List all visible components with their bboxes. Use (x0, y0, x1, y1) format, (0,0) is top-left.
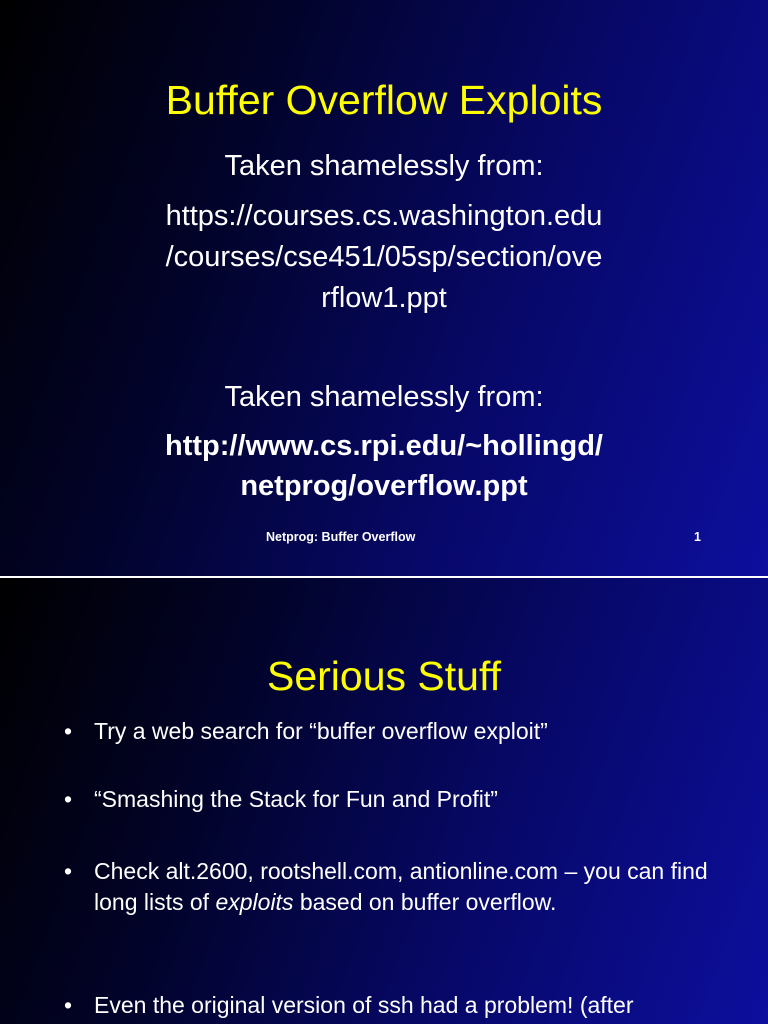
footer-label: Netprog: Buffer Overflow (266, 530, 416, 544)
slide-2 (0, 578, 768, 1024)
source-label: Taken shamelessly from: (224, 150, 544, 182)
bullet-text: Even the original version of ssh had a problem! (after (94, 992, 634, 1018)
bullet-text (94, 856, 714, 918)
bullet-icon: • (64, 786, 73, 812)
bullet-icon: • (64, 718, 73, 744)
source-label: Taken shamelessly from: (224, 381, 544, 413)
bullet-text-part: based on buffer overflow. (293, 889, 557, 915)
source-url-line: /courses/cse451/05sp/section/ove (165, 241, 603, 273)
bullet-text: “Smashing the Stack for Fun and Profit” (94, 786, 498, 812)
source-url-line: rflow1.ppt (321, 282, 447, 314)
bullet-text: Try a web search for “buffer overflow exploit” (94, 718, 548, 744)
slide-title: Buffer Overflow Exploits (165, 77, 603, 123)
bullet-icon: • (64, 858, 73, 884)
bullet-text-emphasis: exploits (215, 889, 294, 915)
slide-title: Serious Stuff (267, 653, 501, 699)
slide-footer (0, 530, 768, 546)
source-url-line: netprog/overflow.ppt (240, 470, 528, 502)
bullet-icon: • (64, 992, 73, 1018)
bullet-text-part: Check alt.2600, rootshell.com, antionline.com – you can find long lists of (94, 858, 708, 915)
source-url-line: http://www.cs.rpi.edu/~hollingd/ (165, 430, 603, 462)
page-number: 1 (694, 530, 701, 544)
source-url-line: https://courses.cs.washington.edu (165, 200, 603, 232)
